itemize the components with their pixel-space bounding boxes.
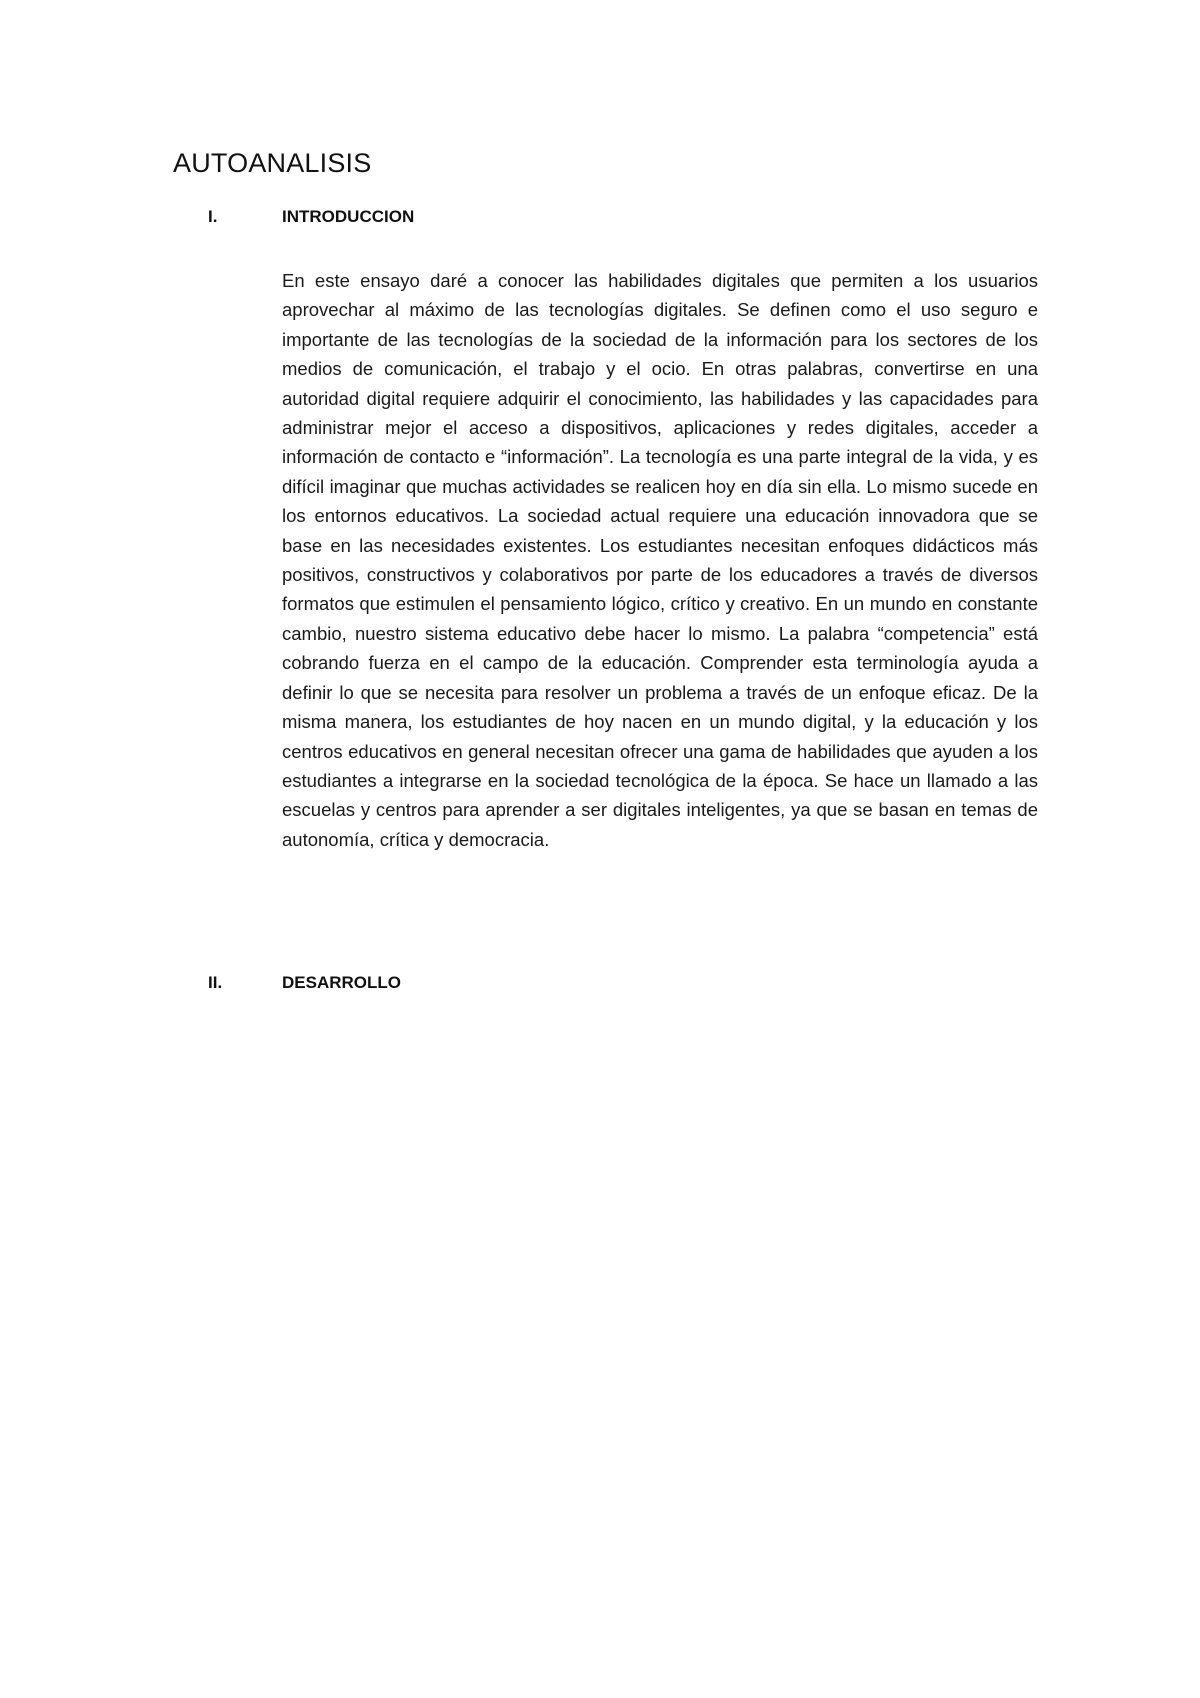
section-heading-introduccion: [208, 207, 414, 227]
document-title: AUTOANALISIS: [173, 148, 372, 178]
section-title: INTRODUCCION: [282, 207, 415, 226]
section-heading-desarrollo: [208, 973, 401, 993]
introduction-paragraph: En este ensayo daré a conocer las habilidades digitales que permiten a los usuarios aprovechar al máximo de las tecnologías digitales. Se definen como el uso seguro e importante de las tecnologías de la sociedad de la información para los sectores de los medios de comunicación, el trabajo y el ocio. En otras palabras, convertirse en una autoridad digital requiere adquirir el conocimiento, las habilidades y las capacidades para administrar mejor el acceso a dispositivos, aplicaciones y redes digitales, acceder a información de contacto e “información”. La tecnología es una parte integral de la vida, y es difícil imaginar que muchas actividades se realicen hoy en día sin ella. Lo mismo sucede en los entornos educativos. La sociedad actual requiere una educación innovadora que se base en las necesidades existentes. Los estudiantes necesitan enfoques didácticos más positivos, constructivos y colaborativos por parte de los educadores a través de diversos formatos que estimulen el pensamiento lógico, crítico y creativo. En un mundo en constante cambio, nuestro sistema educativo debe hacer lo mismo. La palabra “competencia” está cobrando fuerza en el campo de la educación. Comprender esta terminología ayuda a definir lo que se necesita para resolver un problema a través de un enfoque eficaz. De la misma manera, los estudiantes de hoy nacen en un mundo digital, y la educación y los centros educativos en general necesitan ofrecer una gama de habilidades que ayuden a los estudiantes a integrarse en la sociedad tecnológica de la época. Se hace un llamado a las escuelas y centros para aprender a ser digitales inteligentes, ya que se basan en temas de autonomía, crítica y democracia.: [282, 270, 1038, 850]
section-title: DESARROLLO: [282, 973, 401, 992]
section-number: I.: [208, 207, 218, 226]
section-number: II.: [208, 973, 223, 992]
